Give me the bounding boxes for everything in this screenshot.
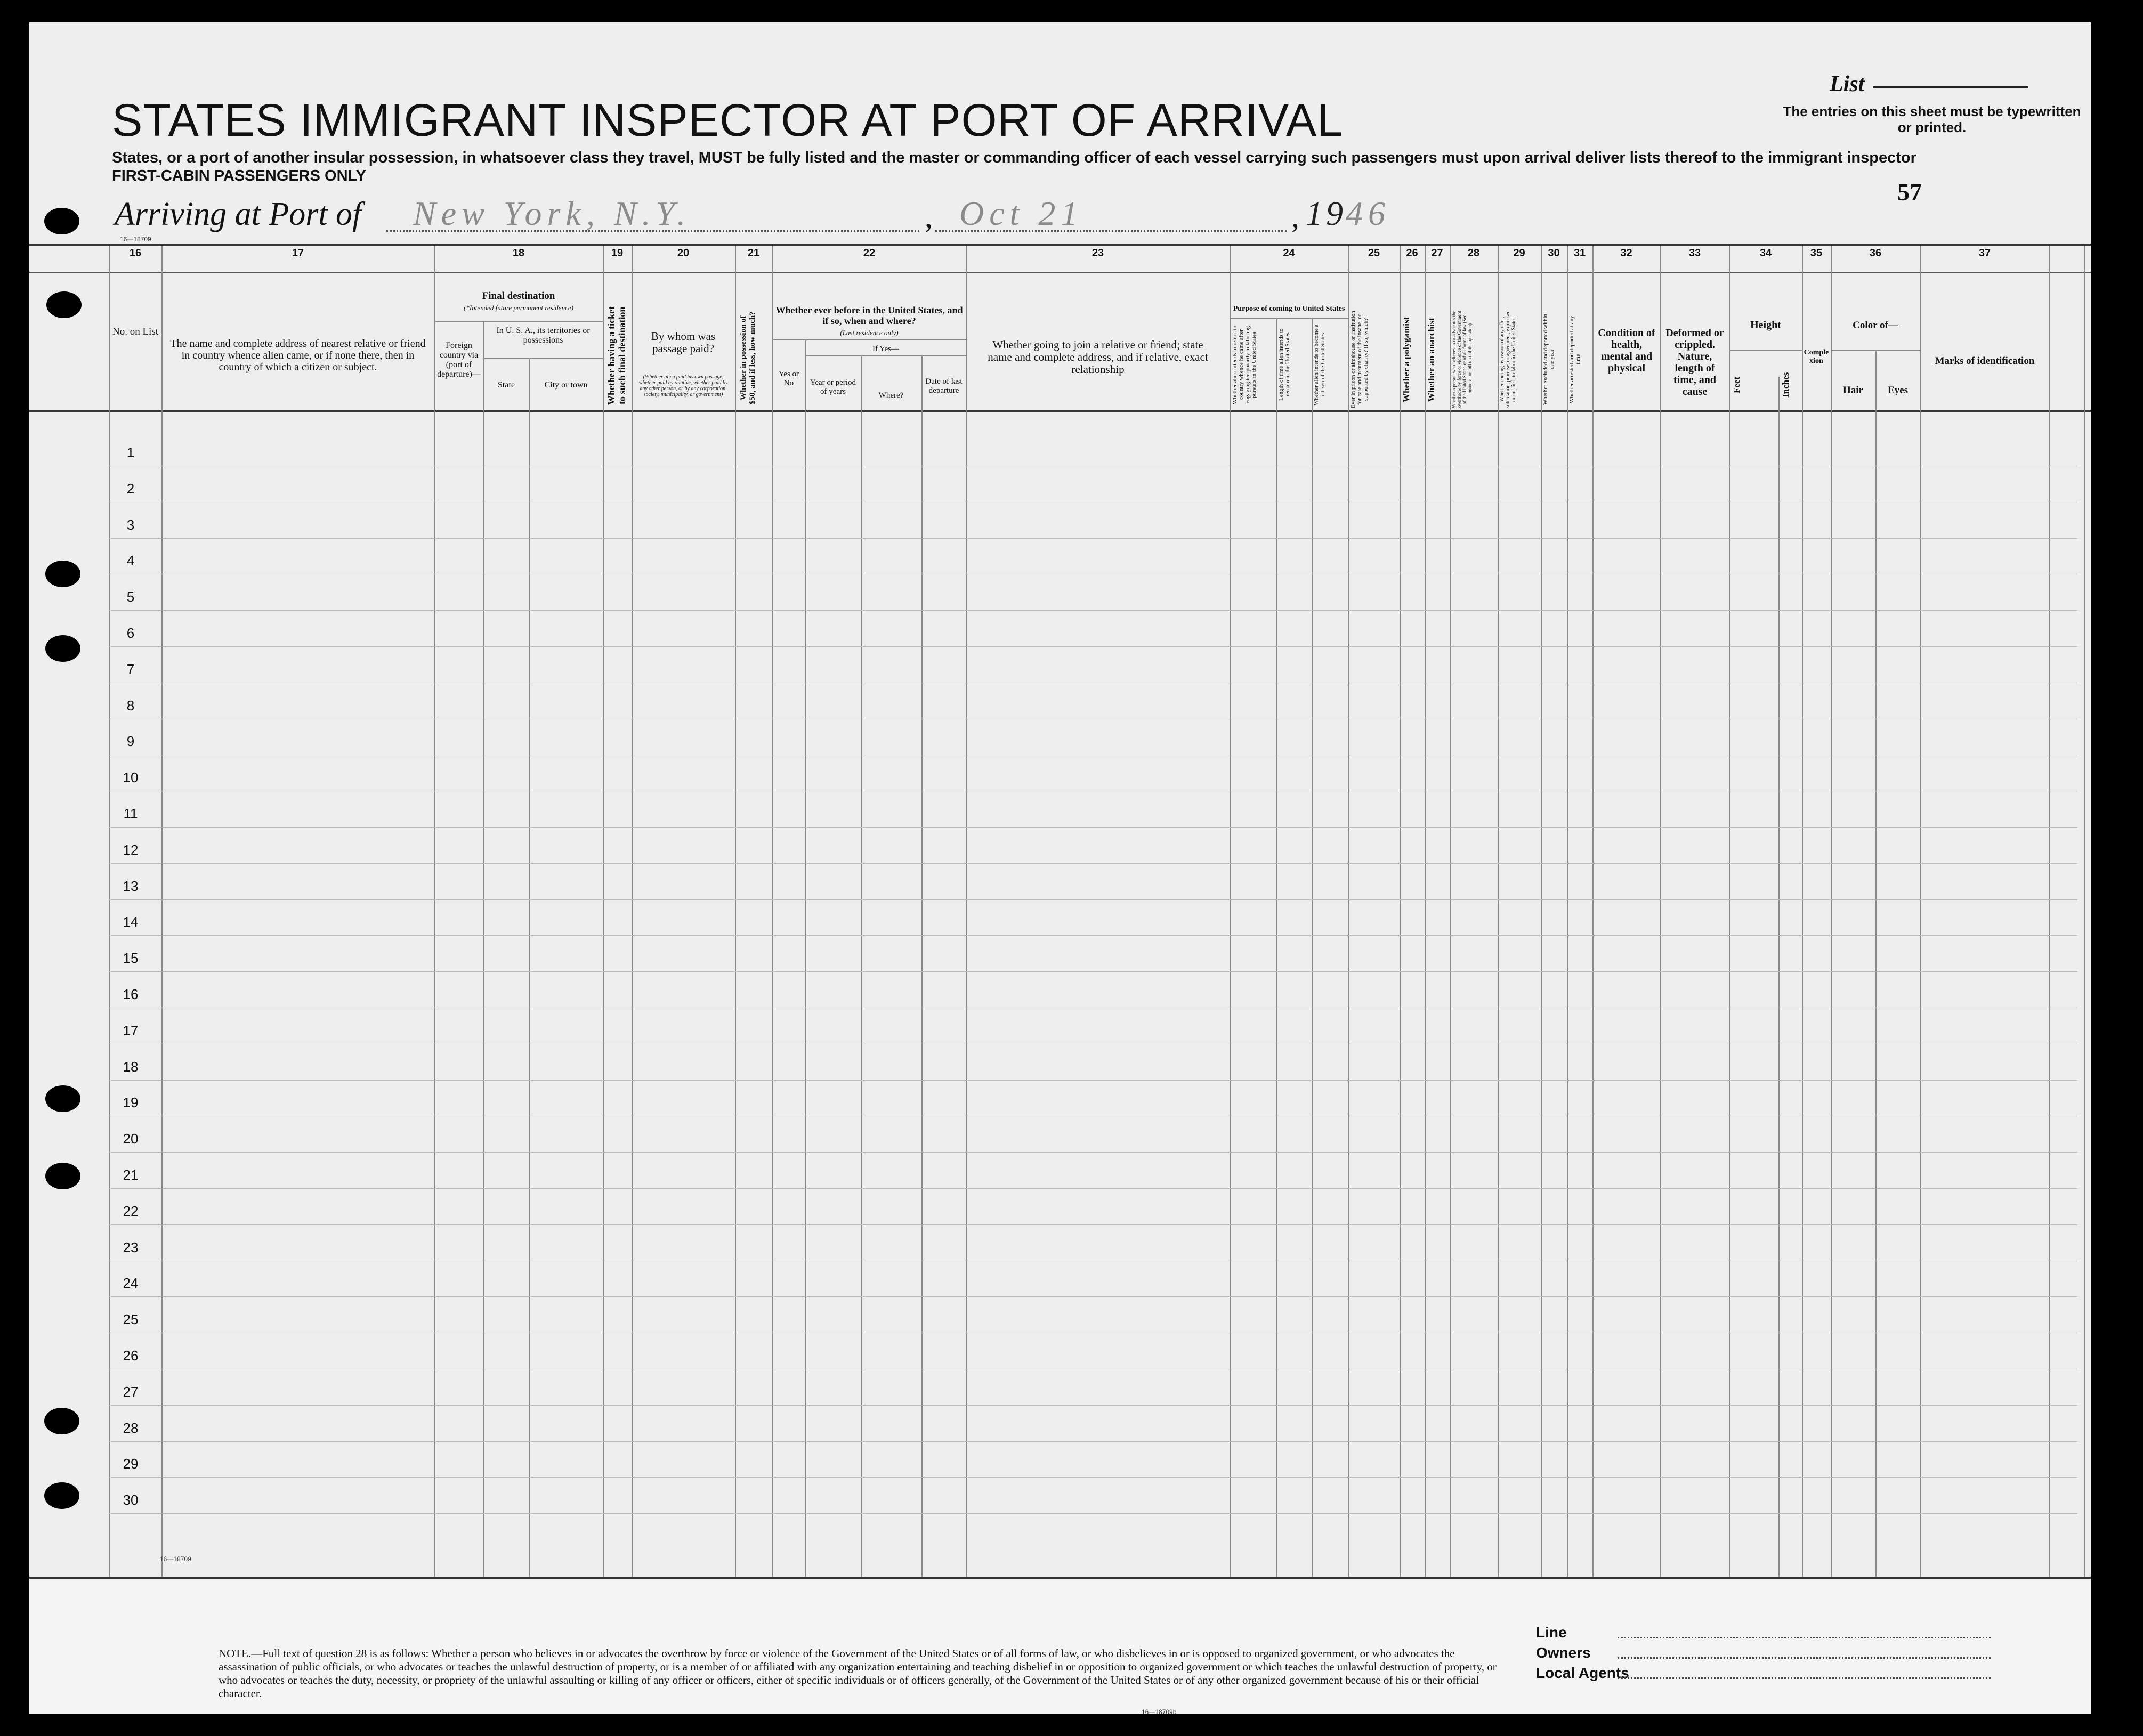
row-number: 7	[126, 661, 135, 677]
colnum-26: 26	[1406, 247, 1418, 259]
header-where: Where?	[878, 391, 904, 400]
row-number: 15	[123, 950, 139, 967]
header-bottom-rule	[29, 410, 2091, 412]
row-rule	[109, 899, 2077, 900]
row-rule	[109, 1441, 2077, 1442]
row-rule	[109, 1080, 2077, 1081]
header-health: Condition of health, mental and physical	[1598, 327, 1655, 374]
row-rule	[109, 1296, 2077, 1297]
row-number: 28	[123, 1419, 139, 1436]
punch-hole	[44, 1482, 79, 1509]
row-number: 5	[126, 589, 135, 605]
header-labor-offer: Whether coming by reason of any offer, solicitation, promise, or agreement, expressed or implied, to labor in the United States	[1499, 310, 1517, 409]
header-feet: Feet	[1732, 376, 1742, 393]
handwritten-port[interactable]: New York, N.Y.	[413, 194, 691, 232]
header-year-period: Year or period of years	[810, 378, 856, 396]
c36-sub-rule	[1831, 350, 1920, 351]
list-number-field[interactable]	[1873, 86, 2028, 88]
colnum-17: 17	[292, 247, 304, 259]
row-number: 9	[126, 733, 135, 750]
colnum-31: 31	[1573, 247, 1586, 259]
punch-hole	[44, 208, 79, 234]
header-polygamist: Whether a polygamist	[1401, 317, 1411, 402]
header-deformed: Deformed or crippled. Nature, length of time, and cause	[1665, 327, 1724, 398]
row-number: 11	[123, 806, 138, 822]
header-final-destination: Final destination	[482, 290, 555, 302]
year-printed: 19	[1306, 194, 1346, 232]
row-rule	[109, 1152, 2077, 1153]
header-yes-or-no: Yes or No	[778, 370, 799, 387]
colnum-rule	[29, 272, 2091, 273]
header-no-on-list: No. on List	[112, 326, 159, 337]
colnum-20: 20	[677, 247, 690, 259]
header-intends-citizen: Whether alien intends to become a citizen of the United States	[1313, 324, 1326, 405]
first-cabin-label: FIRST-CABIN PASSENGERS ONLY	[112, 167, 366, 184]
owners-label: Owners	[1536, 1644, 1591, 1661]
manifest-sheet	[29, 22, 2091, 1714]
row-number: 24	[123, 1275, 139, 1292]
header-state: State	[498, 380, 515, 390]
local-agents-label: Local Agents	[1536, 1665, 1629, 1681]
row-rule	[109, 1188, 2077, 1189]
colnum-32: 32	[1620, 247, 1632, 259]
header-ever-before: Whether ever before in the United States, and if so, when and where?	[775, 305, 963, 326]
c22-sub-rule	[772, 339, 966, 340]
page-number: 57	[1897, 179, 1922, 206]
header-join-relative: Whether going to join a relative or friend; state name and complete address, and if relative, exact relationship	[988, 338, 1208, 376]
list-label: List	[1830, 72, 1865, 96]
row-number: 10	[123, 769, 139, 786]
row-rule	[109, 935, 2077, 936]
punch-hole	[44, 1408, 79, 1434]
row-rule	[109, 863, 2077, 864]
row-number: 21	[123, 1167, 139, 1183]
c34-sub-rule	[1729, 350, 1802, 351]
row-number: 8	[126, 697, 135, 713]
colnum-34: 34	[1759, 247, 1772, 259]
header-height: Height	[1750, 319, 1781, 331]
header-inches: Inches	[1781, 372, 1791, 398]
owners-field[interactable]	[1618, 1657, 1991, 1659]
row-rule	[109, 1513, 2077, 1514]
colnum-33: 33	[1688, 247, 1701, 259]
row-number: 19	[123, 1094, 139, 1111]
handwritten-year[interactable]: 46	[1346, 194, 1390, 232]
page-title: STATES IMMIGRANT INSPECTOR AT PORT OF ARRIVAL	[112, 95, 1344, 146]
punch-hole	[45, 635, 80, 662]
row-number: 20	[123, 1131, 139, 1147]
row-rule	[109, 971, 2077, 972]
punch-hole	[46, 291, 82, 318]
line-field[interactable]	[1618, 1637, 1991, 1638]
header-purpose: Purpose of coming to United States	[1233, 305, 1345, 313]
colnum-19: 19	[611, 247, 624, 259]
colnum-18: 18	[512, 247, 525, 259]
colnum-24: 24	[1283, 247, 1295, 259]
row-number: 13	[123, 878, 139, 894]
c18-us-rule	[483, 358, 603, 359]
header-overthrow: Whether a person who believes in or advocates the overthrow by force or violence of the Government of the United States or of all forms of law (See footnote for full text of this question)	[1451, 311, 1473, 408]
colnum-29: 29	[1513, 247, 1525, 259]
header-passage-note: (Whether alien paid his own passage, whether paid by relative, whether paid by any other person, or by any corporation, society, municipality, or government)	[638, 374, 728, 398]
row-number: 26	[123, 1348, 139, 1364]
header-foreign-country: Foreign country via (port of departure)—	[437, 341, 481, 379]
punch-hole	[45, 1163, 80, 1189]
colnum-30: 30	[1548, 247, 1560, 259]
punch-hole	[45, 1085, 80, 1112]
colnum-25: 25	[1368, 247, 1380, 259]
c18-sub-rule	[434, 321, 603, 322]
row-rule	[109, 827, 2077, 828]
colnum-35: 35	[1810, 247, 1823, 259]
header-passage-paid: By whom was passage paid?	[651, 330, 716, 355]
row-number: 18	[123, 1058, 139, 1075]
header-final-destination-note: (*Intended future permanent residence)	[464, 304, 573, 312]
entries-note: The entries on this sheet must be typewritten or printed.	[1783, 103, 2081, 135]
row-rule	[109, 1477, 2077, 1478]
header-prison-almshouse: Ever in prison or almshouse or institution for care and treatment of the insane, or supported by charity? If so, which?	[1350, 311, 1369, 408]
header-in-usa: In U. S. A., its territories or possessions	[496, 326, 590, 345]
c22-ifyes-rule	[805, 355, 966, 356]
colnum-21: 21	[747, 247, 760, 259]
header-intends-return: Whether alien intends to return to country whence he came after engaging temporarily in laboring pursuits in the United States	[1232, 325, 1257, 404]
punch-hole	[45, 561, 80, 587]
colnum-16: 16	[129, 247, 142, 259]
row-number: 4	[126, 553, 135, 569]
header-anarchist: Whether an anarchist	[1426, 317, 1436, 402]
row-rule	[109, 538, 2077, 539]
row-number: 23	[123, 1239, 139, 1255]
colnum-22: 22	[863, 247, 876, 259]
row-number: 30	[123, 1492, 139, 1508]
row-number: 25	[123, 1311, 139, 1328]
footer-form-code: 16—18709b	[1142, 1708, 1177, 1714]
comma: ,	[925, 199, 933, 234]
header-nearest-relative: The name and complete address of nearest relative or friend in country whence alien came, or if none there, then in country of which a citizen or subject.	[170, 338, 426, 373]
header-complexion: Complexion	[1804, 348, 1829, 365]
row-rule	[109, 646, 2077, 647]
comma: ,	[1291, 199, 1299, 234]
header-if-yes: If Yes—	[872, 345, 899, 353]
c24-sub-rule	[1230, 318, 1348, 319]
header-fifty-dollars: Whether in possession of $50, and if less, how much?	[739, 311, 757, 405]
arriving-label: Arriving at Port of	[115, 196, 362, 232]
header-ticket: Whether having a ticket to such final destination	[606, 306, 627, 405]
header-eyes: Eyes	[1888, 385, 1908, 396]
row-rule	[109, 610, 2077, 611]
row-number: 17	[123, 1022, 139, 1039]
row-rule	[109, 1405, 2077, 1406]
colnum-37: 37	[1978, 247, 1991, 259]
header-arrested-deported: Whether arrested and deported at any time	[1568, 315, 1581, 403]
colnum-28: 28	[1467, 247, 1480, 259]
row-number: 3	[126, 516, 135, 533]
line-label: Line	[1536, 1624, 1567, 1641]
colnum-27: 27	[1431, 247, 1443, 259]
header-excluded-deported: Whether excluded and deported within one year	[1542, 313, 1555, 405]
row-number: 6	[126, 625, 135, 641]
form-code: 16—18709	[120, 236, 151, 243]
row-number: 1	[126, 444, 135, 460]
row-number: 2	[126, 480, 135, 497]
row-number: 16	[123, 986, 139, 1002]
table-top-rule	[29, 244, 2091, 246]
row-rule	[109, 1224, 2077, 1225]
row-number: 27	[123, 1383, 139, 1400]
colnum-36: 36	[1869, 247, 1882, 259]
handwritten-date[interactable]: Oct 21	[959, 194, 1083, 232]
header-city-or-town: City or town	[544, 380, 588, 390]
header-marks-identification: Marks of identification	[1935, 355, 2035, 367]
header-length-of-stay: Length of time alien intends to remain in the United States	[1278, 328, 1291, 401]
header-last-departure: Date of last departure	[925, 377, 963, 395]
header-hair: Hair	[1843, 385, 1863, 396]
local-agents-field[interactable]	[1618, 1677, 1991, 1679]
row-number: 14	[123, 914, 139, 930]
row-number: 22	[123, 1203, 139, 1219]
footer-note: NOTE.—Full text of question 28 is as follows: Whether a person who believes in or advocates the overthrow by force or violence of the Government of the United States or of all forms of law, or who disbelieves in or is opposed to organized government, or who advocates the assassination of public officials, or who advocates or teaches the unlawful destruction of property, or is a member of or affiliated with any organization entertaining and teaching disbelief in or opposition to organized government or which teaches the unlawful destruction of property, or who advocates or teaches the duty, necessity, or propriety of the unlawful assaulting or killing of any officer or officers, either of specific individuals or of officers generally, of the Government of the United States or of any other organized government because of his or their official character.	[219, 1647, 1497, 1700]
bottom-form-code: 16—18709	[160, 1555, 191, 1563]
header-last-residence: (Last residence only)	[840, 329, 899, 337]
header-instruction: States, or a port of another insular possession, in whatsoever class they travel, MUST be fully listed and the master or commanding officer of each vessel carrying such passengers must upon arrival deliver lists thereof to the immigrant inspector	[112, 149, 1916, 166]
header-color-of: Color of—	[1853, 320, 1898, 331]
colnum-23: 23	[1091, 247, 1104, 259]
row-number: 29	[123, 1456, 139, 1472]
row-number: 12	[123, 841, 139, 858]
